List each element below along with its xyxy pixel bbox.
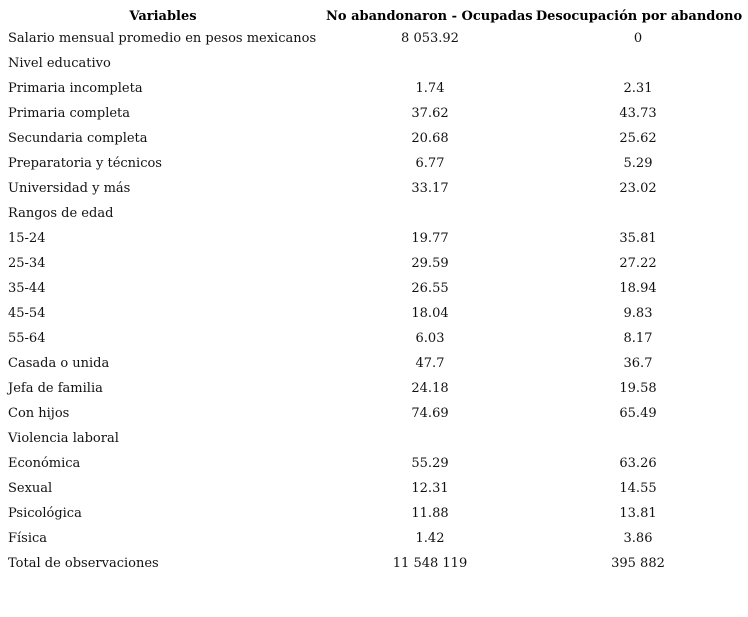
value-desocupacion: 0	[633, 31, 643, 46]
value-ocupadas: 8 053.92	[401, 31, 459, 46]
row-label: Preparatoria y técnicos	[8, 156, 162, 171]
row-label: Nivel educativo	[8, 56, 111, 71]
table-body	[0, 30, 748, 580]
value-desocupacion: 27.22	[619, 256, 657, 271]
table-row	[0, 380, 748, 405]
row-label: Salario mensual promedio en pesos mexicanos	[8, 31, 317, 46]
row-label: Jefa de familia	[8, 381, 103, 396]
value-ocupadas: 33.17	[411, 181, 449, 196]
value-ocupadas: 20.68	[411, 131, 449, 146]
value-ocupadas: 24.18	[411, 381, 449, 396]
value-ocupadas: 1.42	[415, 531, 445, 546]
value-ocupadas: 6.03	[415, 331, 445, 346]
row-label: 45-54	[8, 306, 46, 321]
table-row	[0, 455, 748, 480]
table-row	[0, 130, 748, 155]
value-desocupacion: 3.86	[623, 531, 653, 546]
row-label: Física	[8, 531, 48, 546]
table-row	[0, 105, 748, 130]
value-ocupadas: 1.74	[415, 81, 445, 96]
value-desocupacion: 25.62	[619, 131, 657, 146]
table-row	[0, 505, 748, 530]
value-desocupacion: 13.81	[619, 506, 657, 521]
row-label: Total de observaciones	[8, 556, 159, 571]
table-row	[0, 180, 748, 205]
table-row	[0, 155, 748, 180]
table-row	[0, 80, 748, 105]
row-label: Rangos de edad	[8, 206, 114, 221]
value-ocupadas: 74.69	[411, 406, 449, 421]
value-ocupadas: 11.88	[411, 506, 449, 521]
row-label: Psicológica	[8, 506, 82, 521]
table-row	[0, 330, 748, 355]
row-label: 55-64	[8, 331, 46, 346]
value-desocupacion: 19.58	[619, 381, 657, 396]
table-row	[0, 305, 748, 330]
header-ocupadas: No abandonaron - Ocupadas	[326, 9, 533, 24]
table-row	[0, 55, 748, 80]
row-label: Con hijos	[8, 406, 70, 421]
row-label: Universidad y más	[8, 181, 131, 196]
value-desocupacion: 8.17	[623, 331, 653, 346]
value-ocupadas: 11 548 119	[392, 556, 468, 571]
header-variables: Variables	[129, 9, 197, 24]
value-ocupadas: 6.77	[415, 156, 445, 171]
value-ocupadas: 29.59	[411, 256, 449, 271]
value-desocupacion: 65.49	[619, 406, 657, 421]
table-header-row	[0, 8, 748, 25]
value-ocupadas: 26.55	[411, 281, 449, 296]
table-row	[0, 530, 748, 555]
header-desocupacion: Desocupación por abandono	[535, 9, 743, 24]
table-row	[0, 280, 748, 305]
value-desocupacion: 9.83	[623, 306, 653, 321]
row-label: Secundaria completa	[8, 131, 148, 146]
row-label: 35-44	[8, 281, 46, 296]
value-desocupacion: 5.29	[623, 156, 653, 171]
value-ocupadas: 47.7	[415, 356, 445, 371]
row-label: Primaria completa	[8, 106, 131, 121]
table-row	[0, 30, 748, 55]
table-row	[0, 430, 748, 455]
row-label: 15-24	[8, 231, 46, 246]
table-row	[0, 255, 748, 280]
row-label: 25-34	[8, 256, 46, 271]
value-ocupadas: 55.29	[411, 456, 449, 471]
table-row	[0, 555, 748, 580]
row-label: Casada o unida	[8, 356, 110, 371]
row-label: Primaria incompleta	[8, 81, 143, 96]
value-desocupacion: 2.31	[623, 81, 653, 96]
value-desocupacion: 35.81	[619, 231, 657, 246]
value-desocupacion: 43.73	[619, 106, 657, 121]
value-desocupacion: 36.7	[623, 356, 653, 371]
value-ocupadas: 19.77	[411, 231, 449, 246]
table-row	[0, 355, 748, 380]
value-desocupacion: 23.02	[619, 181, 657, 196]
table-row	[0, 480, 748, 505]
row-label: Violencia laboral	[8, 431, 119, 446]
value-desocupacion: 63.26	[619, 456, 657, 471]
value-desocupacion: 18.94	[619, 281, 657, 296]
row-label: Económica	[8, 456, 81, 471]
table-row	[0, 405, 748, 430]
value-desocupacion: 14.55	[619, 481, 657, 496]
value-ocupadas: 37.62	[411, 106, 449, 121]
value-ocupadas: 12.31	[411, 481, 449, 496]
table-row	[0, 205, 748, 230]
value-desocupacion: 395 882	[611, 556, 665, 571]
value-ocupadas: 18.04	[411, 306, 449, 321]
row-label: Sexual	[8, 481, 53, 496]
table-row	[0, 230, 748, 255]
